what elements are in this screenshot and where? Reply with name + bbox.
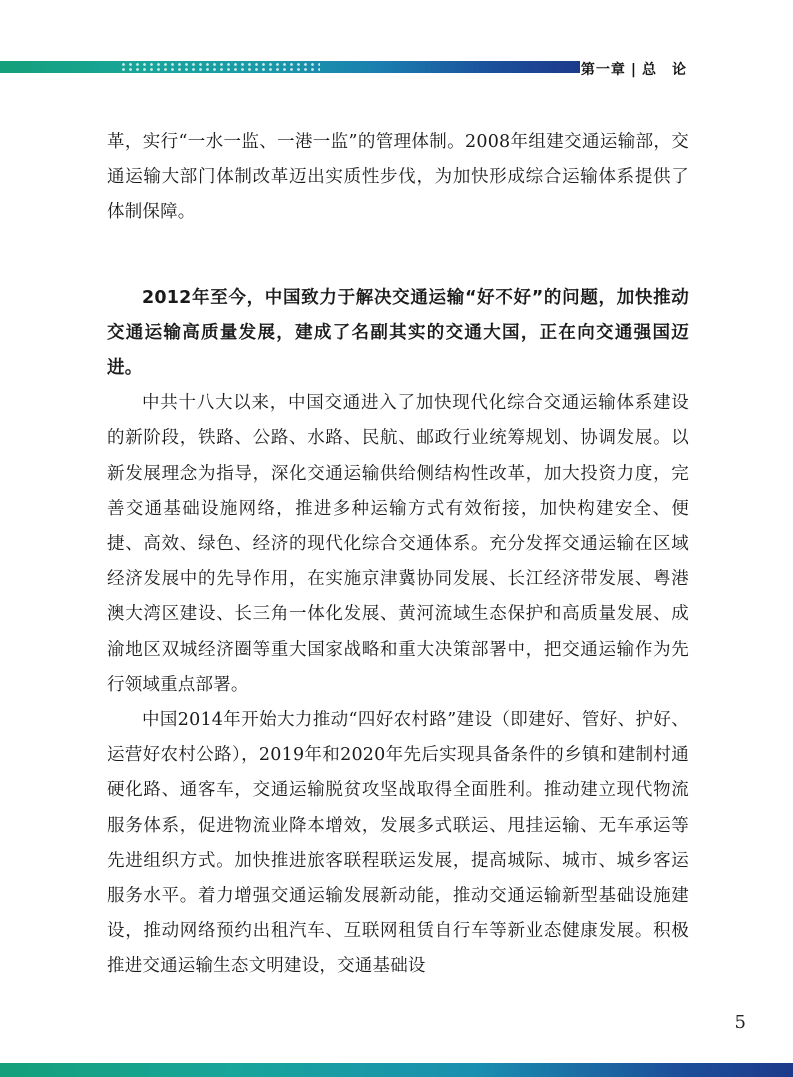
footer-color-band bbox=[0, 1063, 793, 1077]
section-gap bbox=[107, 231, 689, 281]
chapter-title: 总 论 bbox=[642, 62, 687, 78]
paragraph-body: 中国2014年开始大力推动“四好农村路”建设（即建好、管好、护好、运营好农村公路），2019年和2020年先后实现具备条件的乡镇和建制村通硬化路、通客车，交通运输脱贫攻坚战取得全面胜利。推动建立现代物流服务体系，促进物流业降本增效，发展多式联运、甩挂运输、无车承运等先进组织方式。加快推进旅客联程联运发展，提高城际、城市、城乡客运服务水平。着力增强交通运输发展新动能，推动交通运输新型基础设施建设，推动网络预约出租汽车、互联网租赁自行车等新业态健康发展。积极推进交通运输生态文明建设，交通基础设 bbox=[107, 710, 689, 977]
page-body bbox=[107, 125, 689, 985]
paragraph-lead-bold: 2012年至今，中国致力于解决交通运输“好不好”的问题，加快推动交通运输高质量发展，建成了名副其实的交通大国，正在向交通强国迈进。 bbox=[107, 287, 689, 379]
paragraph-continuation: 革，实行“一水一监、一港一监”的管理体制。2008年组建交通运输部，交通运输大部门体制改革迈出实质性步伐，为加快形成综合运输体系提供了体制保障。 bbox=[107, 132, 689, 223]
header-separator: | bbox=[630, 62, 637, 78]
running-header bbox=[581, 59, 687, 79]
page-number: 5 bbox=[734, 1012, 746, 1033]
chapter-number: 第一章 bbox=[580, 62, 626, 78]
header-dot-pattern bbox=[120, 62, 320, 72]
paragraph-body: 中共十八大以来，中国交通进入了加快现代化综合交通运输体系建设的新阶段，铁路、公路、水路、民航、邮政行业统筹规划、协调发展。以新发展理念为指导，深化交通运输供给侧结构性改革，加大投资力度，完善交通基础设施网络，推进多种运输方式有效衔接，加快构建安全、便捷、高效、绿色、经济的现代化综合交通体系。充分发挥交通运输在区域经济发展中的先导作用，在实施京津冀协同发展、长江经济带发展、粤港澳大湾区建设、长三角一体化发展、黄河流域生态保护和高质量发展、成渝地区双城经济圈等重大国家战略和重大决策部署中，把交通运输作为先行领域重点部署。 bbox=[107, 393, 689, 695]
